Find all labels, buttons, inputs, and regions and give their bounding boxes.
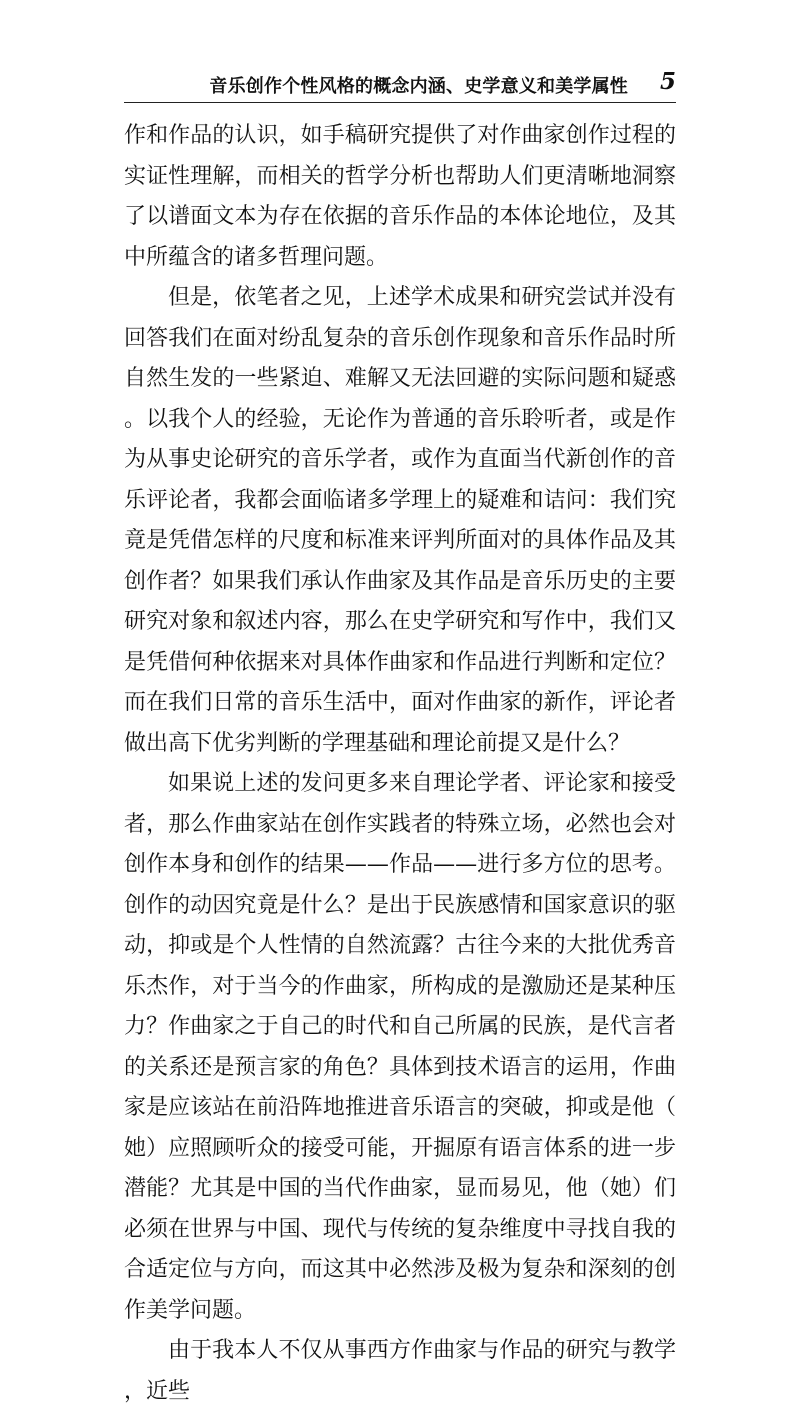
running-header <box>124 66 676 103</box>
running-header-title: 音乐创作个性风格的概念内涵、史学意义和美学属性 <box>209 76 628 97</box>
paragraph: 但是，依笔者之见，上述学术成果和研究尝试并没有回答我们在面对纷乱复杂的音乐创作现象和音乐作品时所自然生发的一些紧迫、难解又无法回避的实际问题和疑惑。以我个人的经验，无论作为普通的音乐聆听者，或是作为从事史论研究的音乐学者，或作为直面当代新创作的音乐评论者，我都会面临诸多学理上的疑难和诘问：我们究竟是凭借怎样的尺度和标准来评判所面对的具体作品及其创作者？如果我们承认作曲家及其作品是音乐历史的主要研究对象和叙述内容，那么在史学研究和写作中，我们又是凭借何种依据来对具体作曲家和作品进行判断和定位？而在我们日常的音乐生活中，面对作曲家的新作，评论者做出高下优劣判断的学理基础和理论前提又是什么？ <box>124 285 676 756</box>
main-text <box>124 116 676 1412</box>
page-number: 5 <box>659 68 676 95</box>
paragraph: 由于我本人不仅从事西方作曲家与作品的研究与教学，近些 <box>124 1338 676 1404</box>
paragraph-continuation: 作和作品的认识，如手稿研究提供了对作曲家创作过程的实证性理解，而相关的哲学分析也帮助人们更清晰地洞察了以谱面文本为存在依据的音乐作品的本体论地位，及其中所蕴含的诸多哲理问题。 <box>124 123 676 270</box>
paragraph: 如果说上述的发问更多来自理论学者、评论家和接受者，那么作曲家站在创作实践者的特殊立场，必然也会对创作本身和创作的结果——作品——进行多方位的思考。创作的动因究竟是什么？是出于民族感情和国家意识的驱动，抑或是个人性情的自然流露？古往今来的大批优秀音乐杰作，对于当今的作曲家，所构成的是激励还是某种压力？作曲家之于自己的时代和自己所属的民族，是代言者的关系还是预言家的角色？具体到技术语言的运用，作曲家是应该站在前沿阵地推进音乐语言的突破，抑或是他（她）应照顾听众的接受可能，开掘原有语言体系的进一步潜能？尤其是中国的当代作曲家，显而易见，他（她）们必须在世界与中国、现代与传统的复杂维度中寻找自我的合适定位与方向，而这其中必然涉及极为复杂和深刻的创作美学问题。 <box>124 771 676 1323</box>
